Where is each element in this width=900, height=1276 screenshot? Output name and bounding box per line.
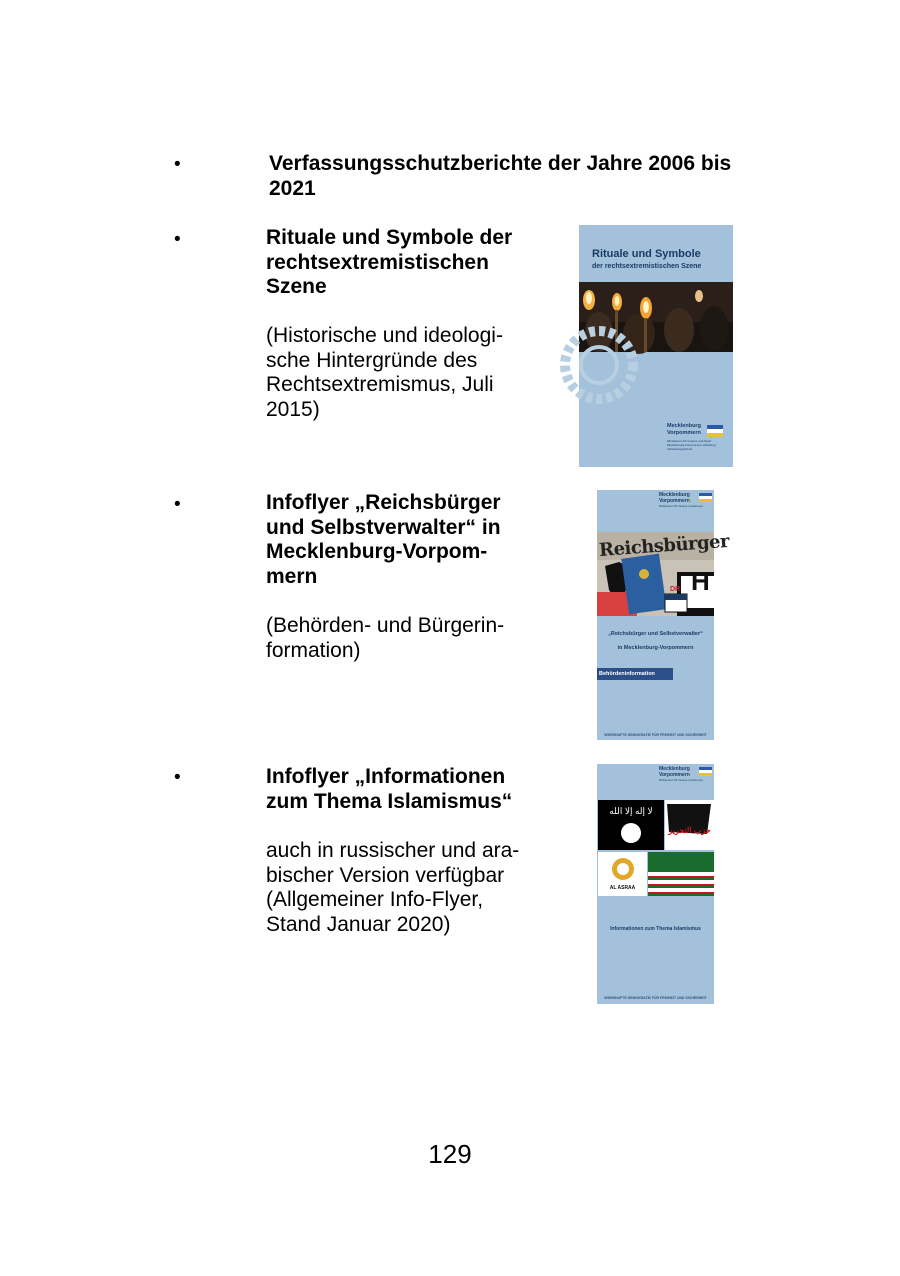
mv-logo-icon [699,767,712,776]
item-title: Infoflyer „Informationen zum Thema Islamismus“ [266,765,513,813]
cover-label-line2: in Mecklenburg-Vorpommern [617,645,694,651]
cover-logo: Mecklenburg Vorpommern [659,766,690,778]
item-description: auch in russischer und ara-bischer Version verfügbar (Allgemeiner Info-Flyer, Stand Januar 2020) [266,839,520,936]
wheel-watermark-icon [559,325,639,405]
cover-bar-label: Behördeninformation [597,668,673,680]
flag1-text: لا إله إلا الله [609,806,653,816]
cover-subtitle: der rechtsextremistischen Szene [592,263,702,270]
ajnad-logo [598,852,647,896]
item-title: Verfassungsschutzberichte der Jahre 2006 bis 2021 [269,152,732,200]
bullet: • [174,767,181,788]
item-description: (Behörden- und Bürgerin-formation) [266,614,505,662]
flag2-text: حزب التحرير [668,826,711,835]
dr-sign: DR [670,586,681,593]
bullet: • [174,494,181,515]
brochure-cover-rituale [579,225,733,467]
reichsbuerger-sign: Reichsbürger [598,530,730,561]
brochure-cover-reichsbuerger [597,490,730,740]
item-title: Infoflyer „Reichsbürger und Selbstverwalter“ in Mecklenburg-Vorpom-mern [266,491,501,588]
cover-title: Rituale und Symbole [592,248,701,260]
brochure-cover-islamismus [597,764,714,1004]
mv-logo-icon [699,493,712,502]
item-description: (Historische und ideologi-sche Hintergründe des Rechtsextremismus, Juli 2015) [266,324,503,421]
plate-letter: H [691,566,710,596]
item-title: Rituale und Symbole der rechtsextremistischen Szene [266,226,513,298]
bullet: • [174,229,181,250]
caucasus-flag [648,852,714,896]
seal-icon [620,822,642,844]
black-flag-1 [598,800,664,850]
cover-footer: WEHRHAFTE DEMOKRATIE FÜR FREIHEIT UND SICHERHEIT [604,996,707,1000]
cover-logo-caption: Ministerium für Inneres und Europa [659,504,703,508]
black-flag-2 [665,800,714,850]
cover-footer: WEHRHAFTE DEMOKRATIE FÜR FREIHEIT UND SICHERHEIT [604,733,707,737]
page-number: 129 [428,1139,472,1169]
cover-label: Informationen zum Thema Islamismus [610,926,701,932]
cover-label-line1: „Reichsbürger und Selbstverwalter“ [608,631,703,637]
cover-logo-caption: Ministerium für Inneres und Sport Mecklenburg-Vorpommern Abteilung Verfassungsschutz [667,439,716,451]
ajnad-emblem-icon [610,855,636,883]
ajnad-text: AL ASRAA [609,885,636,891]
mv-logo-icon [707,425,723,437]
bullet: • [174,154,181,175]
cover-logo: Mecklenburg Vorpommern [667,423,701,436]
cover-logo: Mecklenburg Vorpommern [659,492,690,504]
cover-logo-caption: Ministerium für Inneres und Europa [659,778,703,782]
